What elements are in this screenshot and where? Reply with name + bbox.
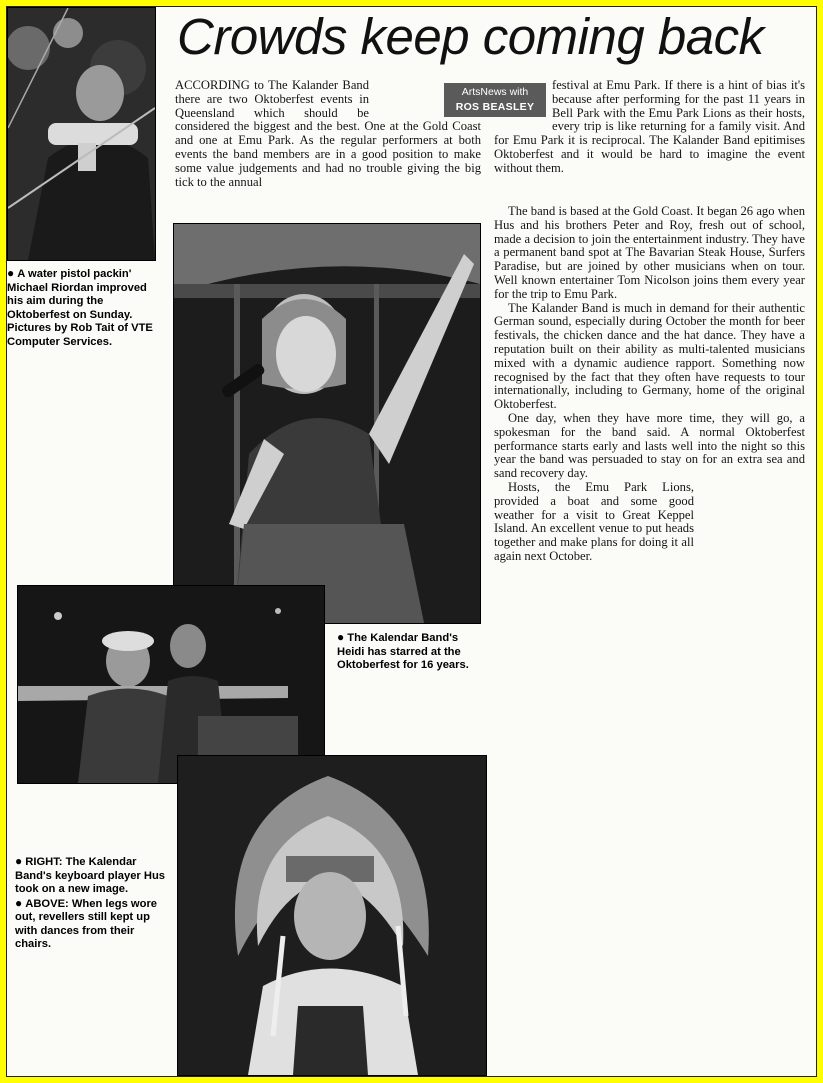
bullet-icon: ●	[7, 266, 15, 280]
paragraph-1: The band is based at the Gold Coast. It began 26 ago when Hus and his brothers Peter and Roy, fresh out of school, made a decision to join the entertainment industry. They have a permanent band spot at The Bavarian Steak House, Surfers Paradise, but are joined by other musicians when on tour. Well known entertainer Tom Nicolson joins them every year for the trip to Emu Park.	[494, 204, 805, 301]
body-column	[494, 205, 805, 564]
intro-right	[494, 79, 805, 176]
caption-hus-dancers	[15, 855, 167, 952]
photo-heidi	[173, 223, 481, 624]
byline-author: ROS BEASLEY	[455, 101, 535, 113]
paragraph-4: Hosts, the Emu Park Lions, provided a boat and some good weather for a visit to Great Keppel Island. An excellent venue to put heads together and make plans for doing it all again next October.	[494, 479, 694, 563]
intro-left-text: ACCORDING to The Kalander Band there are two Oktoberfest events in Queensland which should be considered the biggest and the best. One at the Gold Coast and one at Emu Park. As the regular performers at both events the band members are in a good position to make some value judgements and had no trouble giving the big tick to the annual	[175, 78, 481, 189]
bullet-icon: ●	[337, 630, 345, 644]
bullet-icon: ●	[15, 854, 23, 868]
dancers-image	[18, 586, 324, 783]
photo-water-pistol	[7, 7, 156, 261]
paragraph-2: The Kalander Band is much in demand for their authentic German sound, especially during October the month for beer festivals, the chicken dance and the hat dance. They have a reputation built on their ability as multi-talented musicians mixed with a dynamic audience rapport. Something now recognised by the fact that they often have requests to tour internationally, including to Germany, home of the original Oktoberfest.	[494, 300, 805, 412]
hus-image	[178, 756, 486, 1075]
newspaper-page	[6, 6, 817, 1077]
heidi-image	[174, 224, 480, 623]
byline-section: ArtsNews with	[461, 86, 529, 98]
caption-hus: ● RIGHT: The Kalendar Band's keyboard player Hus took on a new image.	[15, 854, 166, 895]
caption-heidi: ● The Kalendar Band's Heidi has starred at the Oktoberfest for 16 years.	[337, 630, 469, 671]
intro-right-text: festival at Emu Park. If there is a hint of bias it's because after performing for the past 11 years in Bell Park with the Emu Park Lions as their hosts, every trip is like returning for a family visit. And for Emu Park it is reciprocal. The Kalander Band epitimises Oktoberfest and it would be hard to imagine the event without them.	[494, 78, 805, 175]
photo-hus	[177, 755, 487, 1076]
intro-left	[175, 79, 481, 189]
caption-water-pistol: ● A water pistol packin' Michael Riordan improved his aim during the Oktoberfest on Sunday. Pictures by Rob Tait of VTE Computer Services.	[7, 266, 153, 348]
caption-dancers: ● ABOVE: When legs wore out, revellers still kept up with dances from their chairs.	[15, 895, 158, 950]
water-pistol-image	[8, 8, 155, 260]
headline: Crowds keep coming back	[177, 8, 764, 65]
bullet-icon: ●	[15, 895, 23, 910]
paragraph-3: One day, when they have more time, they will go, a spokesman for the band said. A normal Oktoberfest performance starts early and lasts well into the night so this year the band was persuaded to stay on for an extra sea and sand recovery day.	[494, 410, 805, 481]
